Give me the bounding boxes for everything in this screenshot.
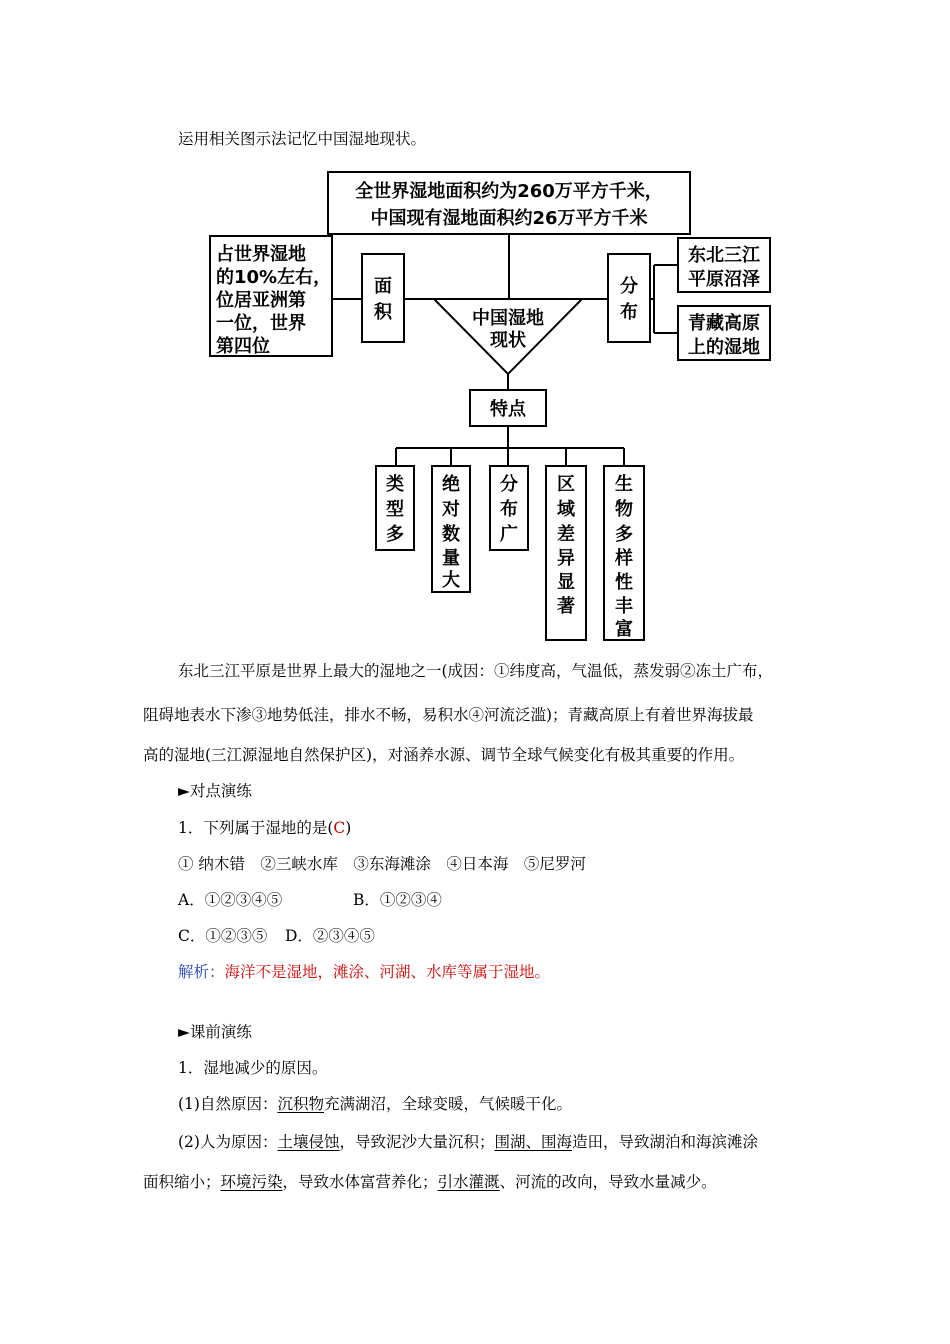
feature-4-char: 域 [557, 499, 575, 520]
option-d: D．②③④⑤ [285, 927, 375, 945]
feature-2-char: 数 [442, 524, 460, 545]
human-text-1: ，导致泥沙大量沉积； [339, 1133, 495, 1151]
feature-5-char: 富 [615, 619, 633, 640]
preclass-heading: ►课前演练 [178, 1023, 252, 1041]
natural-underline: 沉积物 [277, 1095, 324, 1113]
preclass-q1: 1．湿地减少的原因。 [178, 1059, 328, 1077]
dist-item-2-line-2: 上的湿地 [688, 337, 760, 358]
analysis-label: 解析： [178, 963, 225, 981]
human-cause-line-1 [178, 1130, 758, 1152]
area-label-2: 积 [374, 302, 392, 323]
option-b: B．①②③④ [353, 891, 442, 909]
human-prefix: (2)人为原因： [178, 1133, 278, 1151]
feature-2-char: 大 [442, 570, 460, 591]
feature-4-char: 区 [557, 474, 575, 495]
dist-label-1: 分 [620, 276, 638, 297]
practice-heading: ►对点演练 [178, 782, 252, 800]
area-detail-line-2: 的10%左右， [216, 267, 332, 288]
feature-2-char: 量 [442, 548, 460, 569]
answer: C [333, 819, 346, 837]
human-underline-4: 引水灌溉 [437, 1173, 500, 1191]
area-detail-line-1: 占世界湿地 [216, 244, 306, 265]
human-underline-2: 围湖、围海 [494, 1133, 573, 1151]
practice-question [178, 816, 351, 838]
feature-5-char: 丰 [615, 596, 633, 617]
dist-item-1-line-2: 平原沼泽 [688, 269, 760, 290]
feature-1-char: 多 [386, 524, 404, 545]
feature-4-char: 著 [557, 596, 575, 617]
features-label: 特点 [490, 399, 526, 420]
feature-4-char: 显 [557, 572, 575, 593]
para-line-2: 阻碍地表水下渗③地势低洼，排水不畅，易积水④河流泛滥)；青藏高原上有着世界海拔最 [143, 706, 754, 724]
top-box-line-2: 中国现有湿地面积约26万平方千米 [370, 208, 648, 229]
feature-1-char: 类 [386, 474, 404, 495]
human-text-4: 、河流的改向，导致水量减少。 [499, 1173, 717, 1191]
dist-label-2: 布 [620, 302, 638, 323]
option-c: C．①②③⑤ [178, 927, 268, 945]
feature-2-char: 绝 [442, 474, 460, 495]
feature-4-char: 差 [557, 524, 575, 545]
area-label-1: 面 [374, 276, 392, 297]
intro-text: 运用相关图示法记忆中国湿地现状。 [178, 130, 427, 148]
natural-rest: 充满湖沼，全球变暖，气候暖干化。 [323, 1095, 572, 1113]
feature-4-char: 异 [557, 548, 575, 569]
question-suffix: ) [345, 819, 352, 837]
question-prefix: 1．下列属于湿地的是( [178, 819, 334, 837]
feature-5-char: 性 [615, 572, 633, 593]
dist-item-1-line-1: 东北三江 [688, 245, 760, 266]
human-underline-3: 环境污染 [220, 1173, 283, 1191]
feature-3-char: 广 [500, 524, 518, 545]
feature-2-char: 对 [442, 499, 460, 520]
para-line-1: 东北三江平原是世界上最大的湿地之一(成因：①纬度高，气温低，蒸发弱②冻土广布， [178, 662, 774, 680]
analysis [178, 960, 550, 982]
feature-1-char: 型 [386, 499, 404, 520]
feature-5-char: 多 [615, 524, 633, 545]
dist-label-box [608, 254, 650, 342]
feature-3-char: 布 [500, 499, 518, 520]
natural-cause [178, 1092, 572, 1114]
human-underline-1: 土壤侵蚀 [277, 1133, 340, 1151]
option-a: A．①②③④⑤ [178, 891, 283, 909]
diagram-svg [178, 166, 790, 646]
top-box-line-1: 全世界湿地面积约为260万平方千米， [355, 181, 663, 202]
human-text-0: 面积缩小； [143, 1173, 221, 1191]
natural-prefix: (1)自然原因： [178, 1095, 278, 1113]
area-detail-line-5: 第四位 [216, 336, 270, 357]
dist-item-2-line-1: 青藏高原 [688, 313, 760, 334]
center-line-1: 中国湿地 [472, 308, 544, 329]
practice-items: ① 纳木错 ②三峡水库 ③东海滩涂 ④日本海 ⑤尼罗河 [178, 855, 586, 873]
center-line-2: 现状 [490, 330, 526, 351]
area-label-box [362, 254, 404, 342]
human-cause-line-2 [143, 1170, 717, 1192]
feature-3-char: 分 [500, 474, 518, 495]
human-text-3: ，导致水体富营养化； [282, 1173, 438, 1191]
feature-5-char: 物 [615, 499, 633, 520]
area-detail-line-3: 位居亚洲第 [216, 290, 306, 311]
analysis-text: 海洋不是湿地，滩涂、河湖、水库等属于湿地。 [224, 963, 551, 981]
feature-5-char: 样 [615, 548, 633, 569]
wetland-diagram [178, 166, 790, 646]
para-line-3: 高的湿地(三江源湿地自然保护区)，对涵养水源、调节全球气候变化有极其重要的作用。 [143, 746, 745, 764]
area-detail-line-4: 一位，世界 [216, 313, 306, 334]
feature-5-char: 生 [615, 474, 633, 495]
human-text-2: 造田，导致湖泊和海滨滩涂 [572, 1133, 759, 1151]
